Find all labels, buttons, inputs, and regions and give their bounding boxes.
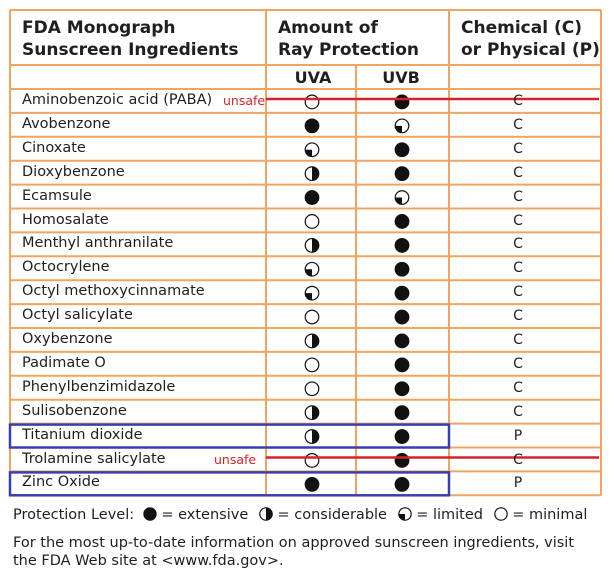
ingredient-name: Sulisobenzone xyxy=(22,402,127,419)
uvb-level-dot-icon xyxy=(395,406,409,420)
legend-limited: = limited xyxy=(416,507,483,523)
uvb-level-dot-icon xyxy=(395,382,409,396)
header-type-line2: or Physical (P) xyxy=(461,40,600,60)
header-ingredients-line1: FDA Monograph xyxy=(22,18,176,38)
ingredient-name: Phenylbenzimidazole xyxy=(22,378,176,395)
uva-level-dot-icon xyxy=(305,406,319,420)
minimal-dot-icon xyxy=(494,507,508,521)
uva-level-dot-icon xyxy=(305,334,319,348)
ingredient-name: Menthyl anthranilate xyxy=(22,235,174,252)
uvb-level-dot-icon xyxy=(395,167,409,181)
uva-level-dot-icon xyxy=(305,143,319,157)
uvb-level-dot-icon xyxy=(395,191,409,205)
ingredient-type: C xyxy=(513,212,523,229)
ingredient-type: C xyxy=(513,284,523,301)
ingredient-type: C xyxy=(513,164,523,181)
uva-level-dot-icon xyxy=(305,262,319,276)
ingredient-name: Padimate O xyxy=(22,354,106,371)
uvb-level-dot-icon xyxy=(395,310,409,324)
uva-level-dot-icon xyxy=(305,95,319,109)
uvb-level-dot-icon xyxy=(395,478,409,492)
considerable-dot-icon xyxy=(259,507,273,521)
footnote-line1: For the most up-to-date information on approved sunscreen ingredients, visit xyxy=(13,535,575,551)
uva-level-dot-icon xyxy=(305,191,319,205)
uva-level-dot-icon xyxy=(305,167,319,181)
uvb-level-dot-icon xyxy=(395,215,409,229)
ingredient-name: Ecamsule xyxy=(22,187,92,204)
footnote-line2: the FDA Web site at <www.fda.gov>. xyxy=(13,553,284,569)
uvb-level-dot-icon xyxy=(395,454,409,468)
uvb-level-dot-icon xyxy=(395,239,409,253)
uva-level-dot-icon xyxy=(305,358,319,372)
unsafe-label: unsafe xyxy=(223,93,266,108)
legend-minimal: = minimal xyxy=(512,507,588,523)
extensive-dot-icon xyxy=(143,507,157,521)
ingredient-name: Octocrylene xyxy=(22,259,110,276)
ingredient-type: C xyxy=(513,236,523,253)
ingredient-type: C xyxy=(513,332,523,348)
ingredient-name: Homosalate xyxy=(22,211,109,228)
uva-level-dot-icon xyxy=(305,239,319,253)
uvb-level-dot-icon xyxy=(395,95,409,109)
legend-prefix: Protection Level: xyxy=(13,507,135,523)
uvb-level-dot-icon xyxy=(395,334,409,348)
ingredient-type: C xyxy=(513,188,523,205)
uva-level-dot-icon xyxy=(305,215,319,229)
ingredient-type: C xyxy=(513,116,523,133)
ingredient-name: Octyl salicylate xyxy=(22,307,133,324)
header-type-line1: Chemical (C) xyxy=(461,18,582,38)
ingredient-name: Zinc Oxide xyxy=(22,474,100,491)
ingredient-type: C xyxy=(513,140,523,157)
ingredient-type: C xyxy=(513,451,523,468)
legend xyxy=(13,507,587,523)
uvb-level-dot-icon xyxy=(395,286,409,300)
uva-level-dot-icon xyxy=(305,119,319,133)
ingredient-name: Aminobenzoic acid (PABA) xyxy=(22,92,213,108)
ingredient-name: Avobenzone xyxy=(22,115,111,132)
uva-level-dot-icon xyxy=(305,478,319,492)
ingredient-name: Trolamine salicylate xyxy=(22,450,166,467)
uva-level-dot-icon xyxy=(305,454,319,468)
uvb-level-dot-icon xyxy=(395,119,409,133)
uvb-level-dot-icon xyxy=(395,143,409,157)
ingredient-type: C xyxy=(513,403,523,420)
ingredient-type: P xyxy=(513,427,523,444)
uva-level-dot-icon xyxy=(305,430,319,444)
ingredient-name: Oxybenzone xyxy=(22,331,113,347)
ingredient-type: C xyxy=(513,260,523,277)
uva-level-dot-icon xyxy=(305,310,319,324)
uvb-level-dot-icon xyxy=(395,358,409,372)
ingredient-name: Octyl methoxycinnamate xyxy=(22,283,205,300)
legend-extensive: = extensive xyxy=(161,507,249,523)
uva-level-dot-icon xyxy=(305,382,319,396)
ingredient-type: C xyxy=(513,308,523,325)
ingredient-type: C xyxy=(513,379,523,396)
limited-dot-icon xyxy=(398,507,412,521)
header-protection-line2: Ray Protection xyxy=(278,40,420,60)
ingredient-name: Dioxybenzone xyxy=(22,163,125,180)
legend-considerable: = considerable xyxy=(277,507,387,523)
header-uvb: UVB xyxy=(382,68,420,87)
header-ingredients-line2: Sunscreen Ingredients xyxy=(22,40,239,60)
uvb-level-dot-icon xyxy=(395,430,409,444)
ingredient-name: Titanium dioxide xyxy=(22,426,143,443)
header-uva: UVA xyxy=(294,68,332,87)
uvb-level-dot-icon xyxy=(395,262,409,276)
ingredient-name: Cinoxate xyxy=(22,139,86,156)
header-protection-line1: Amount of xyxy=(278,18,378,38)
ingredient-type: P xyxy=(513,475,523,492)
ingredient-type: C xyxy=(513,355,523,372)
uva-level-dot-icon xyxy=(305,286,319,300)
ingredient-type: C xyxy=(513,93,523,109)
unsafe-label: unsafe xyxy=(214,451,257,467)
